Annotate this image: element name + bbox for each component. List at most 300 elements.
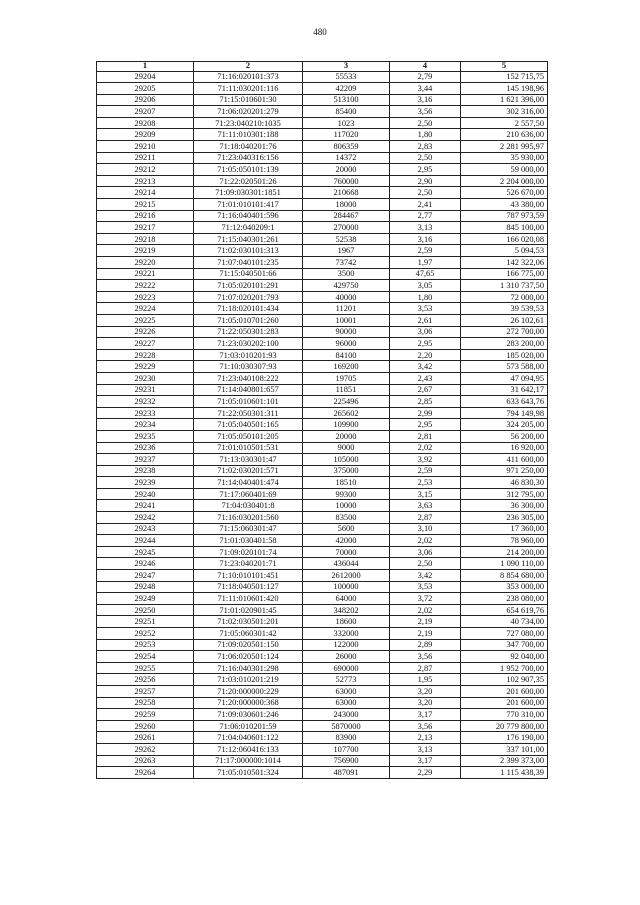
row-number-cell: 29226 (97, 326, 194, 338)
area-cell: 85400 (303, 106, 390, 118)
rate-cell: 3,06 (390, 326, 461, 338)
row-number-cell: 29210 (97, 141, 194, 153)
value-cell: 727 080,00 (461, 628, 548, 640)
value-cell: 47 094,95 (461, 372, 548, 384)
value-cell: 787 973,59 (461, 210, 548, 222)
value-cell: 1 115 438,39 (461, 767, 548, 779)
value-cell: 353 000,00 (461, 581, 548, 593)
row-number-cell: 29209 (97, 129, 194, 141)
table-row (97, 94, 548, 106)
table-row (97, 535, 548, 547)
value-cell: 43 380,00 (461, 199, 548, 211)
cadastral-number-cell: 71:15:040501:66 (194, 268, 303, 280)
table-row (97, 361, 548, 373)
value-cell: 1 090 110,00 (461, 558, 548, 570)
area-cell: 225496 (303, 396, 390, 408)
table-row (97, 732, 548, 744)
value-cell: 238 080,00 (461, 593, 548, 605)
rate-cell: 3,53 (390, 303, 461, 315)
table-row (97, 477, 548, 489)
column-header-4: 4 (390, 62, 461, 72)
table-row (97, 129, 548, 141)
table-row (97, 685, 548, 697)
row-number-cell: 29236 (97, 442, 194, 454)
rate-cell: 2,90 (390, 175, 461, 187)
row-number-cell: 29224 (97, 303, 194, 315)
cadastral-number-cell: 71:23:040108:222 (194, 372, 303, 384)
row-number-cell: 29204 (97, 71, 194, 83)
rate-cell: 2,81 (390, 430, 461, 442)
rate-cell: 2,50 (390, 187, 461, 199)
area-cell: 760000 (303, 175, 390, 187)
row-number-cell: 29234 (97, 419, 194, 431)
value-cell: 26 102,61 (461, 314, 548, 326)
value-cell: 35 930,00 (461, 152, 548, 164)
column-header-1: 1 (97, 62, 194, 72)
value-cell: 526 670,00 (461, 187, 548, 199)
value-cell: 2 281 995,97 (461, 141, 548, 153)
table-row (97, 419, 548, 431)
cadastral-number-cell: 71:14:040801:657 (194, 384, 303, 396)
cadastral-number-cell: 71:18:040201:76 (194, 141, 303, 153)
area-cell: 84100 (303, 349, 390, 361)
area-cell: 109900 (303, 419, 390, 431)
table-row (97, 430, 548, 442)
value-cell: 794 149,98 (461, 407, 548, 419)
value-cell: 5 094,53 (461, 245, 548, 257)
area-cell: 2612000 (303, 570, 390, 582)
table-row (97, 581, 548, 593)
cadastral-number-cell: 71:01:020901:45 (194, 604, 303, 616)
cadastral-number-cell: 71:05:020101:291 (194, 280, 303, 292)
area-cell: 107700 (303, 743, 390, 755)
row-number-cell: 29233 (97, 407, 194, 419)
cadastral-number-cell: 71:17:000000:1014 (194, 755, 303, 767)
row-number-cell: 29218 (97, 233, 194, 245)
row-number-cell: 29251 (97, 616, 194, 628)
table-row (97, 314, 548, 326)
area-cell: 270000 (303, 222, 390, 234)
cadastral-number-cell: 71:09:020101:74 (194, 546, 303, 558)
area-cell: 20000 (303, 164, 390, 176)
cadastral-number-cell: 71:17:060401:69 (194, 488, 303, 500)
row-number-cell: 29264 (97, 767, 194, 779)
rate-cell: 3,16 (390, 94, 461, 106)
area-cell: 9000 (303, 442, 390, 454)
cadastral-number-cell: 71:15:010601:30 (194, 94, 303, 106)
rate-cell: 2,53 (390, 477, 461, 489)
area-cell: 690000 (303, 662, 390, 674)
cadastral-number-cell: 71:06:010201:59 (194, 720, 303, 732)
rate-cell: 2,02 (390, 442, 461, 454)
row-number-cell: 29228 (97, 349, 194, 361)
table-row (97, 523, 548, 535)
cadastral-number-cell: 71:02:030201:571 (194, 465, 303, 477)
rate-cell: 3,92 (390, 454, 461, 466)
value-cell: 1 310 737,50 (461, 280, 548, 292)
cadastral-number-cell: 71:01:010101:417 (194, 199, 303, 211)
table-row (97, 71, 548, 83)
value-cell: 272 700,00 (461, 326, 548, 338)
cadastral-number-cell: 71:04:030401:8 (194, 500, 303, 512)
area-cell: 169200 (303, 361, 390, 373)
table-row (97, 570, 548, 582)
area-cell: 52773 (303, 674, 390, 686)
rate-cell: 2,61 (390, 314, 461, 326)
rate-cell: 3,17 (390, 755, 461, 767)
row-number-cell: 29239 (97, 477, 194, 489)
rate-cell: 2,95 (390, 419, 461, 431)
cadastral-number-cell: 71:23:040210:1035 (194, 117, 303, 129)
table-row (97, 639, 548, 651)
cadastral-number-cell: 71:15:060301:47 (194, 523, 303, 535)
rate-cell: 2,99 (390, 407, 461, 419)
row-number-cell: 29237 (97, 454, 194, 466)
rate-cell: 3,13 (390, 222, 461, 234)
area-cell: 83900 (303, 732, 390, 744)
value-cell: 347 700,00 (461, 639, 548, 651)
rate-cell: 2,50 (390, 152, 461, 164)
row-number-cell: 29220 (97, 257, 194, 269)
row-number-cell: 29212 (97, 164, 194, 176)
row-number-cell: 29255 (97, 662, 194, 674)
rate-cell: 3,56 (390, 651, 461, 663)
row-number-cell: 29211 (97, 152, 194, 164)
area-cell: 1023 (303, 117, 390, 129)
row-number-cell: 29223 (97, 291, 194, 303)
rate-cell: 3,13 (390, 743, 461, 755)
value-cell: 166 775,00 (461, 268, 548, 280)
table-row (97, 651, 548, 663)
value-cell: 337 101,00 (461, 743, 548, 755)
value-cell: 324 205,00 (461, 419, 548, 431)
rate-cell: 2,95 (390, 164, 461, 176)
area-cell: 14372 (303, 152, 390, 164)
cadastral-number-cell: 71:11:010601:420 (194, 593, 303, 605)
table-row (97, 488, 548, 500)
row-number-cell: 29256 (97, 674, 194, 686)
row-number-cell: 29205 (97, 83, 194, 95)
value-cell: 56 200,00 (461, 430, 548, 442)
area-cell: 5600 (303, 523, 390, 535)
rate-cell: 2,87 (390, 662, 461, 674)
area-cell: 105000 (303, 454, 390, 466)
row-number-cell: 29221 (97, 268, 194, 280)
value-cell: 78 960,00 (461, 535, 548, 547)
value-cell: 201 600,00 (461, 697, 548, 709)
rate-cell: 3,15 (390, 488, 461, 500)
cadastral-number-cell: 71:09:020501:150 (194, 639, 303, 651)
row-number-cell: 29243 (97, 523, 194, 535)
rate-cell: 3,17 (390, 709, 461, 721)
cadastral-number-cell: 71:07:040101:235 (194, 257, 303, 269)
row-number-cell: 29244 (97, 535, 194, 547)
cadastral-number-cell: 71:01:010501:531 (194, 442, 303, 454)
value-cell: 36 300,00 (461, 500, 548, 512)
value-cell: 214 200,00 (461, 546, 548, 558)
table-row (97, 106, 548, 118)
cadastral-number-cell: 71:23:040201:71 (194, 558, 303, 570)
rate-cell: 47,65 (390, 268, 461, 280)
cadastral-number-cell: 71:16:040401:596 (194, 210, 303, 222)
cadastral-number-cell: 71:11:010301:188 (194, 129, 303, 141)
area-cell: 243000 (303, 709, 390, 721)
row-number-cell: 29249 (97, 593, 194, 605)
table-row (97, 558, 548, 570)
table-row (97, 280, 548, 292)
column-header-3: 3 (303, 62, 390, 72)
row-number-cell: 29241 (97, 500, 194, 512)
rate-cell: 3,20 (390, 685, 461, 697)
row-number-cell: 29208 (97, 117, 194, 129)
row-number-cell: 29240 (97, 488, 194, 500)
table-row (97, 303, 548, 315)
cadastral-number-cell: 71:23:030202:100 (194, 338, 303, 350)
table-row (97, 117, 548, 129)
cadastral-number-cell: 71:07:020201:793 (194, 291, 303, 303)
table-body (97, 71, 548, 778)
area-cell: 3500 (303, 268, 390, 280)
table-row (97, 662, 548, 674)
rate-cell: 2,02 (390, 604, 461, 616)
row-number-cell: 29207 (97, 106, 194, 118)
area-cell: 10000 (303, 500, 390, 512)
area-cell: 18600 (303, 616, 390, 628)
value-cell: 236 305,00 (461, 512, 548, 524)
rate-cell: 3,05 (390, 280, 461, 292)
cadastral-number-cell: 71:20:000000:368 (194, 697, 303, 709)
table-row (97, 604, 548, 616)
rate-cell: 2,29 (390, 767, 461, 779)
cadastral-number-cell: 71:05:010701:260 (194, 314, 303, 326)
rate-cell: 1,80 (390, 129, 461, 141)
value-cell: 210 636,00 (461, 129, 548, 141)
cadastral-number-cell: 71:05:050101:205 (194, 430, 303, 442)
table-row (97, 465, 548, 477)
rate-cell: 2,59 (390, 245, 461, 257)
rate-cell: 2,85 (390, 396, 461, 408)
area-cell: 99300 (303, 488, 390, 500)
table-row (97, 257, 548, 269)
row-number-cell: 29248 (97, 581, 194, 593)
area-cell: 55533 (303, 71, 390, 83)
row-number-cell: 29250 (97, 604, 194, 616)
register-table (96, 61, 548, 779)
area-cell: 18000 (303, 199, 390, 211)
cadastral-number-cell: 71:02:030501:201 (194, 616, 303, 628)
value-cell: 185 020,00 (461, 349, 548, 361)
rate-cell: 2,50 (390, 117, 461, 129)
value-cell: 283 200,00 (461, 338, 548, 350)
rate-cell: 3,20 (390, 697, 461, 709)
row-number-cell: 29263 (97, 755, 194, 767)
row-number-cell: 29227 (97, 338, 194, 350)
area-cell: 100000 (303, 581, 390, 593)
table-row (97, 616, 548, 628)
value-cell: 72 000,00 (461, 291, 548, 303)
cadastral-number-cell: 71:06:020501:124 (194, 651, 303, 663)
table-row (97, 338, 548, 350)
rate-cell: 2,95 (390, 338, 461, 350)
cadastral-number-cell: 71:15:040301:261 (194, 233, 303, 245)
table-row (97, 407, 548, 419)
area-cell: 375000 (303, 465, 390, 477)
row-number-cell: 29252 (97, 628, 194, 640)
table-row (97, 222, 548, 234)
table-row (97, 767, 548, 779)
cadastral-number-cell: 71:22:050301:311 (194, 407, 303, 419)
value-cell: 20 779 800,00 (461, 720, 548, 732)
rate-cell: 2,43 (390, 372, 461, 384)
value-cell: 152 715,75 (461, 71, 548, 83)
row-number-cell: 29225 (97, 314, 194, 326)
value-cell: 1 621 396,00 (461, 94, 548, 106)
row-number-cell: 29261 (97, 732, 194, 744)
rate-cell: 2,59 (390, 465, 461, 477)
area-cell: 436044 (303, 558, 390, 570)
cadastral-number-cell: 71:12:040209:1 (194, 222, 303, 234)
rate-cell: 3,42 (390, 361, 461, 373)
cadastral-number-cell: 71:04:040601:122 (194, 732, 303, 744)
row-number-cell: 29215 (97, 199, 194, 211)
area-cell: 11851 (303, 384, 390, 396)
area-cell: 20000 (303, 430, 390, 442)
table-row (97, 546, 548, 558)
cadastral-number-cell: 71:11:030201:116 (194, 83, 303, 95)
table-row (97, 697, 548, 709)
row-number-cell: 29257 (97, 685, 194, 697)
value-cell: 2 557,50 (461, 117, 548, 129)
cadastral-number-cell: 71:05:010601:101 (194, 396, 303, 408)
area-cell: 52538 (303, 233, 390, 245)
table-row (97, 291, 548, 303)
row-number-cell: 29258 (97, 697, 194, 709)
value-cell: 40 734,00 (461, 616, 548, 628)
cadastral-number-cell: 71:13:030301:47 (194, 454, 303, 466)
table-row (97, 442, 548, 454)
value-cell: 31 642,17 (461, 384, 548, 396)
rate-cell: 1,97 (390, 257, 461, 269)
rate-cell: 2,89 (390, 639, 461, 651)
table-row (97, 141, 548, 153)
value-cell: 39 539,53 (461, 303, 548, 315)
area-cell: 1967 (303, 245, 390, 257)
area-cell: 348202 (303, 604, 390, 616)
value-cell: 2 204 000,00 (461, 175, 548, 187)
value-cell: 102 907,35 (461, 674, 548, 686)
row-number-cell: 29232 (97, 396, 194, 408)
value-cell: 2 399 373,00 (461, 755, 548, 767)
cadastral-number-cell: 71:09:030601:246 (194, 709, 303, 721)
table-row (97, 500, 548, 512)
table-row (97, 210, 548, 222)
table-row (97, 674, 548, 686)
area-cell: 63000 (303, 685, 390, 697)
row-number-cell: 29254 (97, 651, 194, 663)
value-cell: 46 830,30 (461, 477, 548, 489)
table-row (97, 593, 548, 605)
table-row (97, 384, 548, 396)
value-cell: 92 040,00 (461, 651, 548, 663)
row-number-cell: 29229 (97, 361, 194, 373)
area-cell: 5870000 (303, 720, 390, 732)
table-row (97, 743, 548, 755)
rate-cell: 1,95 (390, 674, 461, 686)
row-number-cell: 29259 (97, 709, 194, 721)
rate-cell: 2,79 (390, 71, 461, 83)
row-number-cell: 29206 (97, 94, 194, 106)
rate-cell: 3,56 (390, 106, 461, 118)
value-cell: 302 316,00 (461, 106, 548, 118)
cadastral-number-cell: 71:10:030307:93 (194, 361, 303, 373)
table-row (97, 164, 548, 176)
table-row (97, 755, 548, 767)
cadastral-number-cell: 71:22:020501:26 (194, 175, 303, 187)
area-cell: 63000 (303, 697, 390, 709)
column-header-2: 2 (194, 62, 303, 72)
rate-cell: 3,72 (390, 593, 461, 605)
cadastral-number-cell: 71:14:040401:474 (194, 477, 303, 489)
area-cell: 70000 (303, 546, 390, 558)
cadastral-number-cell: 71:18:020101:434 (194, 303, 303, 315)
rate-cell: 3,53 (390, 581, 461, 593)
table-row (97, 233, 548, 245)
value-cell: 16 920,00 (461, 442, 548, 454)
row-number-cell: 29213 (97, 175, 194, 187)
value-cell: 633 643,76 (461, 396, 548, 408)
area-cell: 210668 (303, 187, 390, 199)
value-cell: 411 600,00 (461, 454, 548, 466)
area-cell: 429750 (303, 280, 390, 292)
rate-cell: 3,44 (390, 83, 461, 95)
table-row (97, 709, 548, 721)
area-cell: 117020 (303, 129, 390, 141)
value-cell: 971 250,00 (461, 465, 548, 477)
value-cell: 145 198,96 (461, 83, 548, 95)
rate-cell: 3,10 (390, 523, 461, 535)
value-cell: 176 190,00 (461, 732, 548, 744)
row-number-cell: 29235 (97, 430, 194, 442)
rate-cell: 2,83 (390, 141, 461, 153)
cadastral-number-cell: 71:12:060416:133 (194, 743, 303, 755)
table-row (97, 152, 548, 164)
area-cell: 513100 (303, 94, 390, 106)
value-cell: 845 100,00 (461, 222, 548, 234)
value-cell: 8 854 680,00 (461, 570, 548, 582)
column-header-5: 5 (461, 62, 548, 72)
page-number: 480 (313, 27, 327, 37)
table-row (97, 349, 548, 361)
table-row (97, 175, 548, 187)
value-cell: 142 322,06 (461, 257, 548, 269)
row-number-cell: 29230 (97, 372, 194, 384)
rate-cell: 2,13 (390, 732, 461, 744)
rate-cell: 2,19 (390, 616, 461, 628)
rate-cell: 3,16 (390, 233, 461, 245)
cadastral-number-cell: 71:16:020101:373 (194, 71, 303, 83)
area-cell: 42209 (303, 83, 390, 95)
rate-cell: 2,20 (390, 349, 461, 361)
row-number-cell: 29246 (97, 558, 194, 570)
area-cell: 64000 (303, 593, 390, 605)
area-cell: 11201 (303, 303, 390, 315)
area-cell: 756900 (303, 755, 390, 767)
area-cell: 265602 (303, 407, 390, 419)
row-number-cell: 29262 (97, 743, 194, 755)
row-number-cell: 29219 (97, 245, 194, 257)
table-row (97, 396, 548, 408)
area-cell: 18510 (303, 477, 390, 489)
